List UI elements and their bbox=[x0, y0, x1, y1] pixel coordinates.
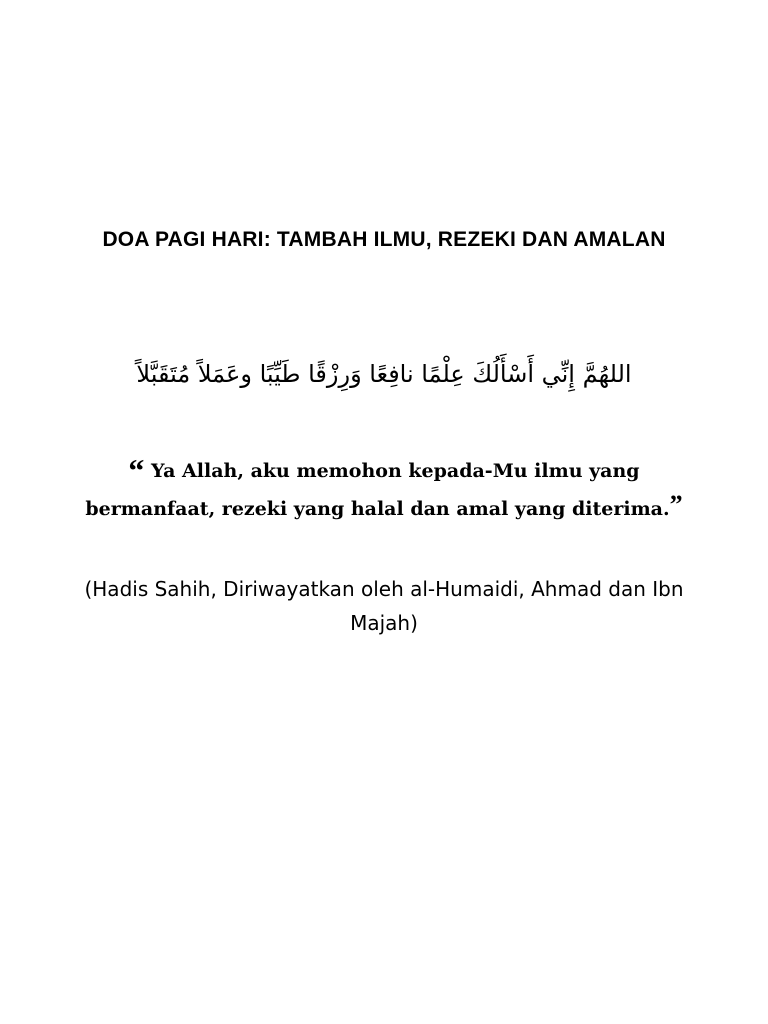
document-title: DOA PAGI HARI: TAMBAH ILMU, REZEKI DAN AMALAN bbox=[102, 228, 666, 251]
close-quote-mark: ” bbox=[669, 490, 683, 519]
hadith-source-citation: (Hadis Sahih, Diriwayatkan oleh al-Humaidi, Ahmad dan Ibn Majah) bbox=[84, 577, 684, 635]
translation-quote bbox=[80, 452, 688, 528]
translation-text: Ya Allah, aku memohon kepada-Mu ilmu yang bermanfaat, rezeki yang halal dan amal yang diterima. bbox=[85, 460, 670, 520]
arabic-prayer-text: اللهُمَّ إِنِّي أَسْأَلُكَ عِلْمًا نافِعًا وَرِزْقًا طَيِّبًا وعَمَلاً مُتَقَبَّلاً bbox=[136, 360, 632, 388]
open-quote-mark: “ bbox=[128, 452, 145, 488]
